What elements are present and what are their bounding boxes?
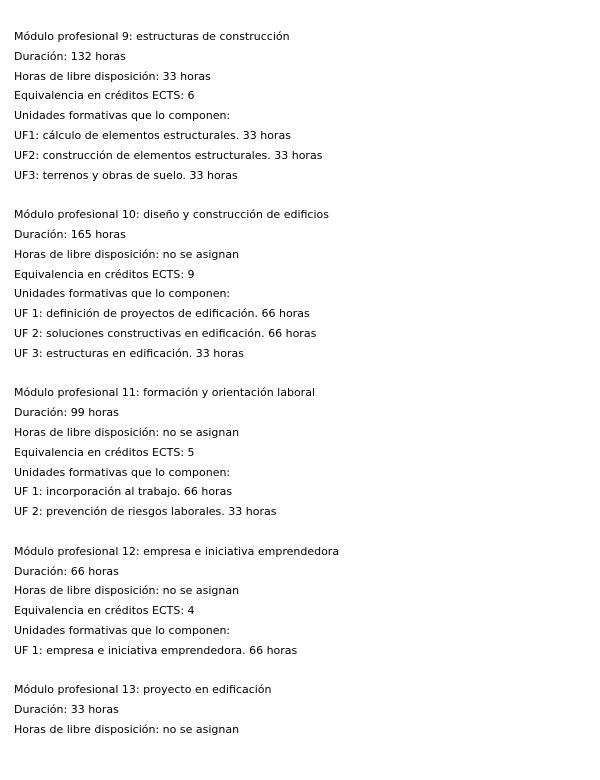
module-9 [14,27,586,185]
section-spacer [14,364,586,384]
units-heading: Unidades formativas que lo componen: [14,109,231,123]
units-heading: Unidades formativas que lo componen: [14,287,231,301]
unit-item: UF 1: incorporación al trabajo. 66 horas [14,485,233,499]
module-title: Módulo profesional 13: proyecto en edificación [14,683,272,697]
module-title: Módulo profesional 9: estructuras de construcción [14,30,290,43]
module-free-hours: Horas de libre disposición: 33 horas [14,69,211,83]
unit-item: UF2: construcción de elementos estructurales. 33 horas [14,148,323,162]
module-free-hours: Horas de libre disposición: no se asignan [14,584,240,598]
module-ects: Equivalencia en créditos ECTS: 4 [14,604,195,618]
module-free-hours: Horas de libre disposición: no se asignan [14,247,240,261]
module-13 [14,680,586,739]
module-free-hours: Horas de libre disposición: no se asignan [14,722,240,736]
units-heading: Unidades formativas que lo componen: [14,623,231,637]
section-spacer [14,522,586,542]
module-12 [14,542,586,661]
unit-item: UF1: cálculo de elementos estructurales. 33 horas [14,128,291,142]
module-ects: Equivalencia en créditos ECTS: 5 [14,445,195,459]
module-duration: Duración: 165 horas [14,227,126,241]
unit-item: UF 3: estructuras en edificación. 33 horas [14,346,244,360]
section-spacer [14,185,586,205]
module-ects: Equivalencia en créditos ECTS: 9 [14,267,195,281]
module-ects: Equivalencia en créditos ECTS: 6 [14,89,195,103]
document-page [14,27,586,740]
module-free-hours: Horas de libre disposición: no se asignan [14,425,240,439]
units-heading: Unidades formativas que lo componen: [14,465,231,479]
unit-item: UF 2: prevención de riesgos laborales. 33 horas [14,505,277,519]
module-title: Módulo profesional 12: empresa e iniciativa emprendedora [14,544,340,558]
module-title: Módulo profesional 11: formación y orientación laboral [14,386,316,400]
module-duration: Duración: 132 horas [14,49,126,63]
unit-item: UF 1: definición de proyectos de edificación. 66 horas [14,307,310,321]
unit-item: UF 2: soluciones constructivas en edificación. 66 horas [14,326,317,340]
module-10 [14,205,586,363]
module-11 [14,383,586,522]
module-duration: Duración: 66 horas [14,564,119,578]
module-duration: Duración: 33 horas [14,703,119,717]
unit-item: UF3: terrenos y obras de suelo. 33 horas [14,168,238,182]
section-spacer [14,661,586,681]
unit-item: UF 1: empresa e iniciativa emprendedora. 66 horas [14,643,298,657]
module-duration: Duración: 99 horas [14,406,119,420]
module-title: Módulo profesional 10: diseño y construcción de edificios [14,208,329,222]
